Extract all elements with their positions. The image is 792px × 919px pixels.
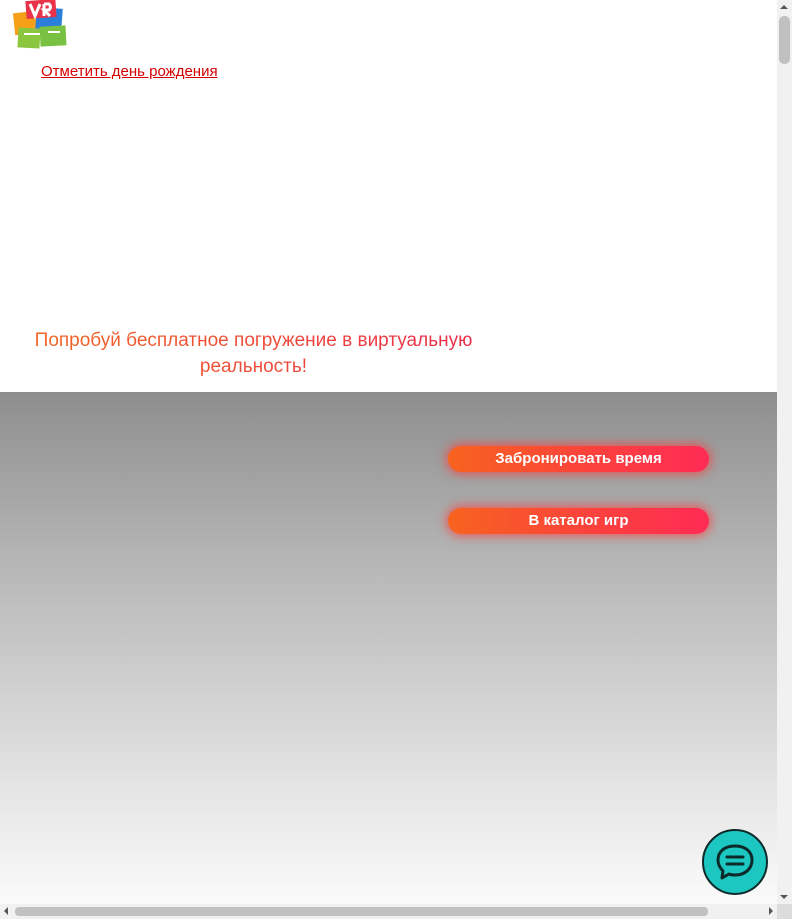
birthday-link[interactable]: Отметить день рождения [41, 63, 218, 80]
chat-button[interactable] [702, 829, 768, 895]
vertical-scrollbar[interactable] [777, 0, 792, 904]
scroll-up-icon[interactable] [780, 5, 788, 9]
game-catalog-button[interactable]: В каталог игр [448, 508, 709, 534]
horizontal-scrollbar[interactable] [0, 904, 777, 919]
scrollbar-corner [777, 904, 792, 919]
book-time-button[interactable]: Забронировать время [448, 446, 709, 472]
scroll-right-icon[interactable] [769, 907, 773, 915]
promo-text: Попробуй бесплатное погружение в виртуальную реальность! [0, 328, 507, 380]
horizontal-scroll-thumb[interactable] [15, 907, 708, 916]
vr-club-logo-icon[interactable] [10, 0, 72, 50]
scroll-down-icon[interactable] [780, 895, 788, 899]
vertical-scroll-thumb[interactable] [779, 16, 790, 64]
scroll-left-icon[interactable] [4, 907, 8, 915]
chat-bubble-icon [704, 831, 766, 893]
